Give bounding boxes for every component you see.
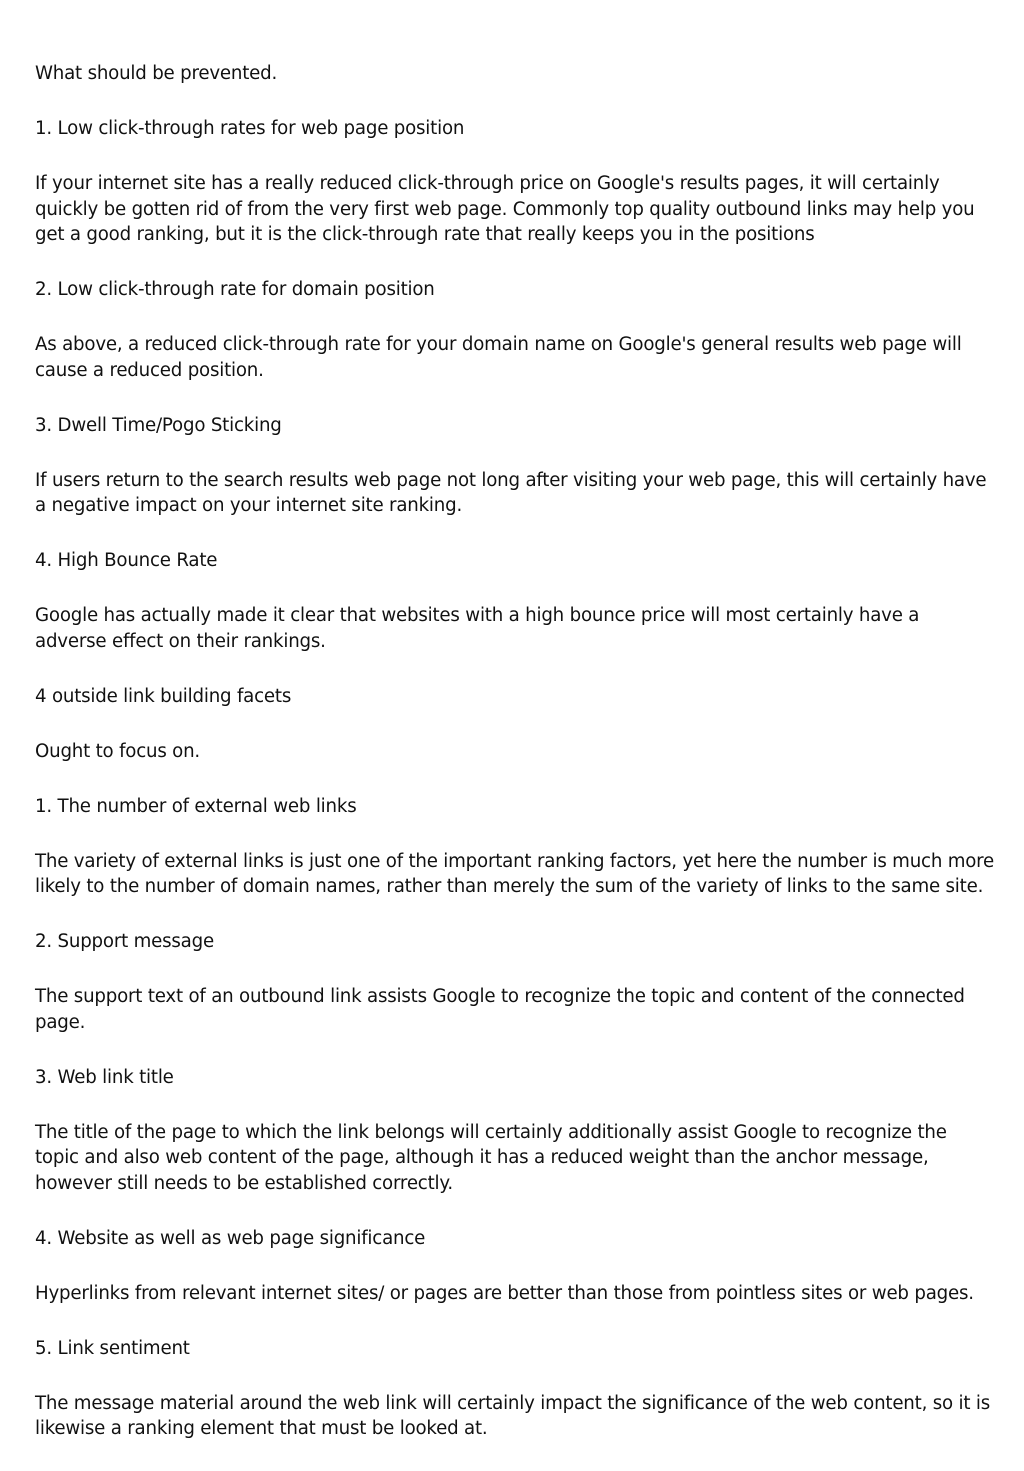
paragraph: The message material around the web link will certainly impact the significance of the web content, so it is likewise a ranking element that must be looked at.: [35, 1392, 991, 1439]
section-heading: 5. Link sentiment: [35, 1337, 190, 1359]
section-heading: 3. Web link title: [35, 1066, 174, 1088]
section-heading: 4. Website as well as web page significance: [35, 1227, 426, 1249]
section-heading: 2. Low click-through rate for domain position: [35, 279, 435, 300]
paragraph: Ought to focus on.: [35, 740, 201, 762]
paragraph: Google has actually made it clear that websites with a high bounce price will most certainly have a adverse effect on their rankings.: [35, 605, 920, 652]
section-heading: 1. Low click-through rates for web page position: [35, 118, 465, 139]
paragraph: The title of the page to which the link belongs will certainly additionally assist Google to recognize the topic and also web content of the page, although it has a reduced weight than the anchor message, however still needs to be established correctly.: [35, 1121, 947, 1194]
subheading: 4 outside link building facets: [35, 685, 292, 707]
paragraph: The support text of an outbound link assists Google to recognize the topic and content of the connected page.: [35, 986, 965, 1033]
paragraph: If users return to the search results web page not long after visiting your web page, this will certainly have a negative impact on your internet site ranking.: [35, 469, 987, 516]
section-heading: 2. Support message: [35, 931, 214, 952]
section-heading: 1. The number of external web links: [35, 795, 357, 817]
paragraph: If your internet site has a really reduced click-through price on Google's results pages, it will certainly quickly be gotten rid of from the very first web page. Commonly top quality outbound links may help you get a good ranking, but it is the click-through rate that really keeps you in the positions: [35, 173, 975, 245]
intro-line: What should be prevented.: [35, 63, 278, 84]
section-heading: 4. High Bounce Rate: [35, 550, 218, 571]
paragraph: Hyperlinks from relevant internet sites/ or pages are better than those from pointless sites or web pages.: [35, 1282, 974, 1304]
paragraph: As above, a reduced click-through rate for your domain name on Google's general results web page will cause a reduced position.: [35, 334, 962, 381]
document-body: [35, 61, 995, 1471]
paragraph: The variety of external links is just one of the important ranking factors, yet here the number is much more likely to the number of domain names, rather than merely the sum of the variety of links to the same site.: [35, 850, 995, 897]
section-heading: 3. Dwell Time/Pogo Sticking: [35, 414, 282, 436]
